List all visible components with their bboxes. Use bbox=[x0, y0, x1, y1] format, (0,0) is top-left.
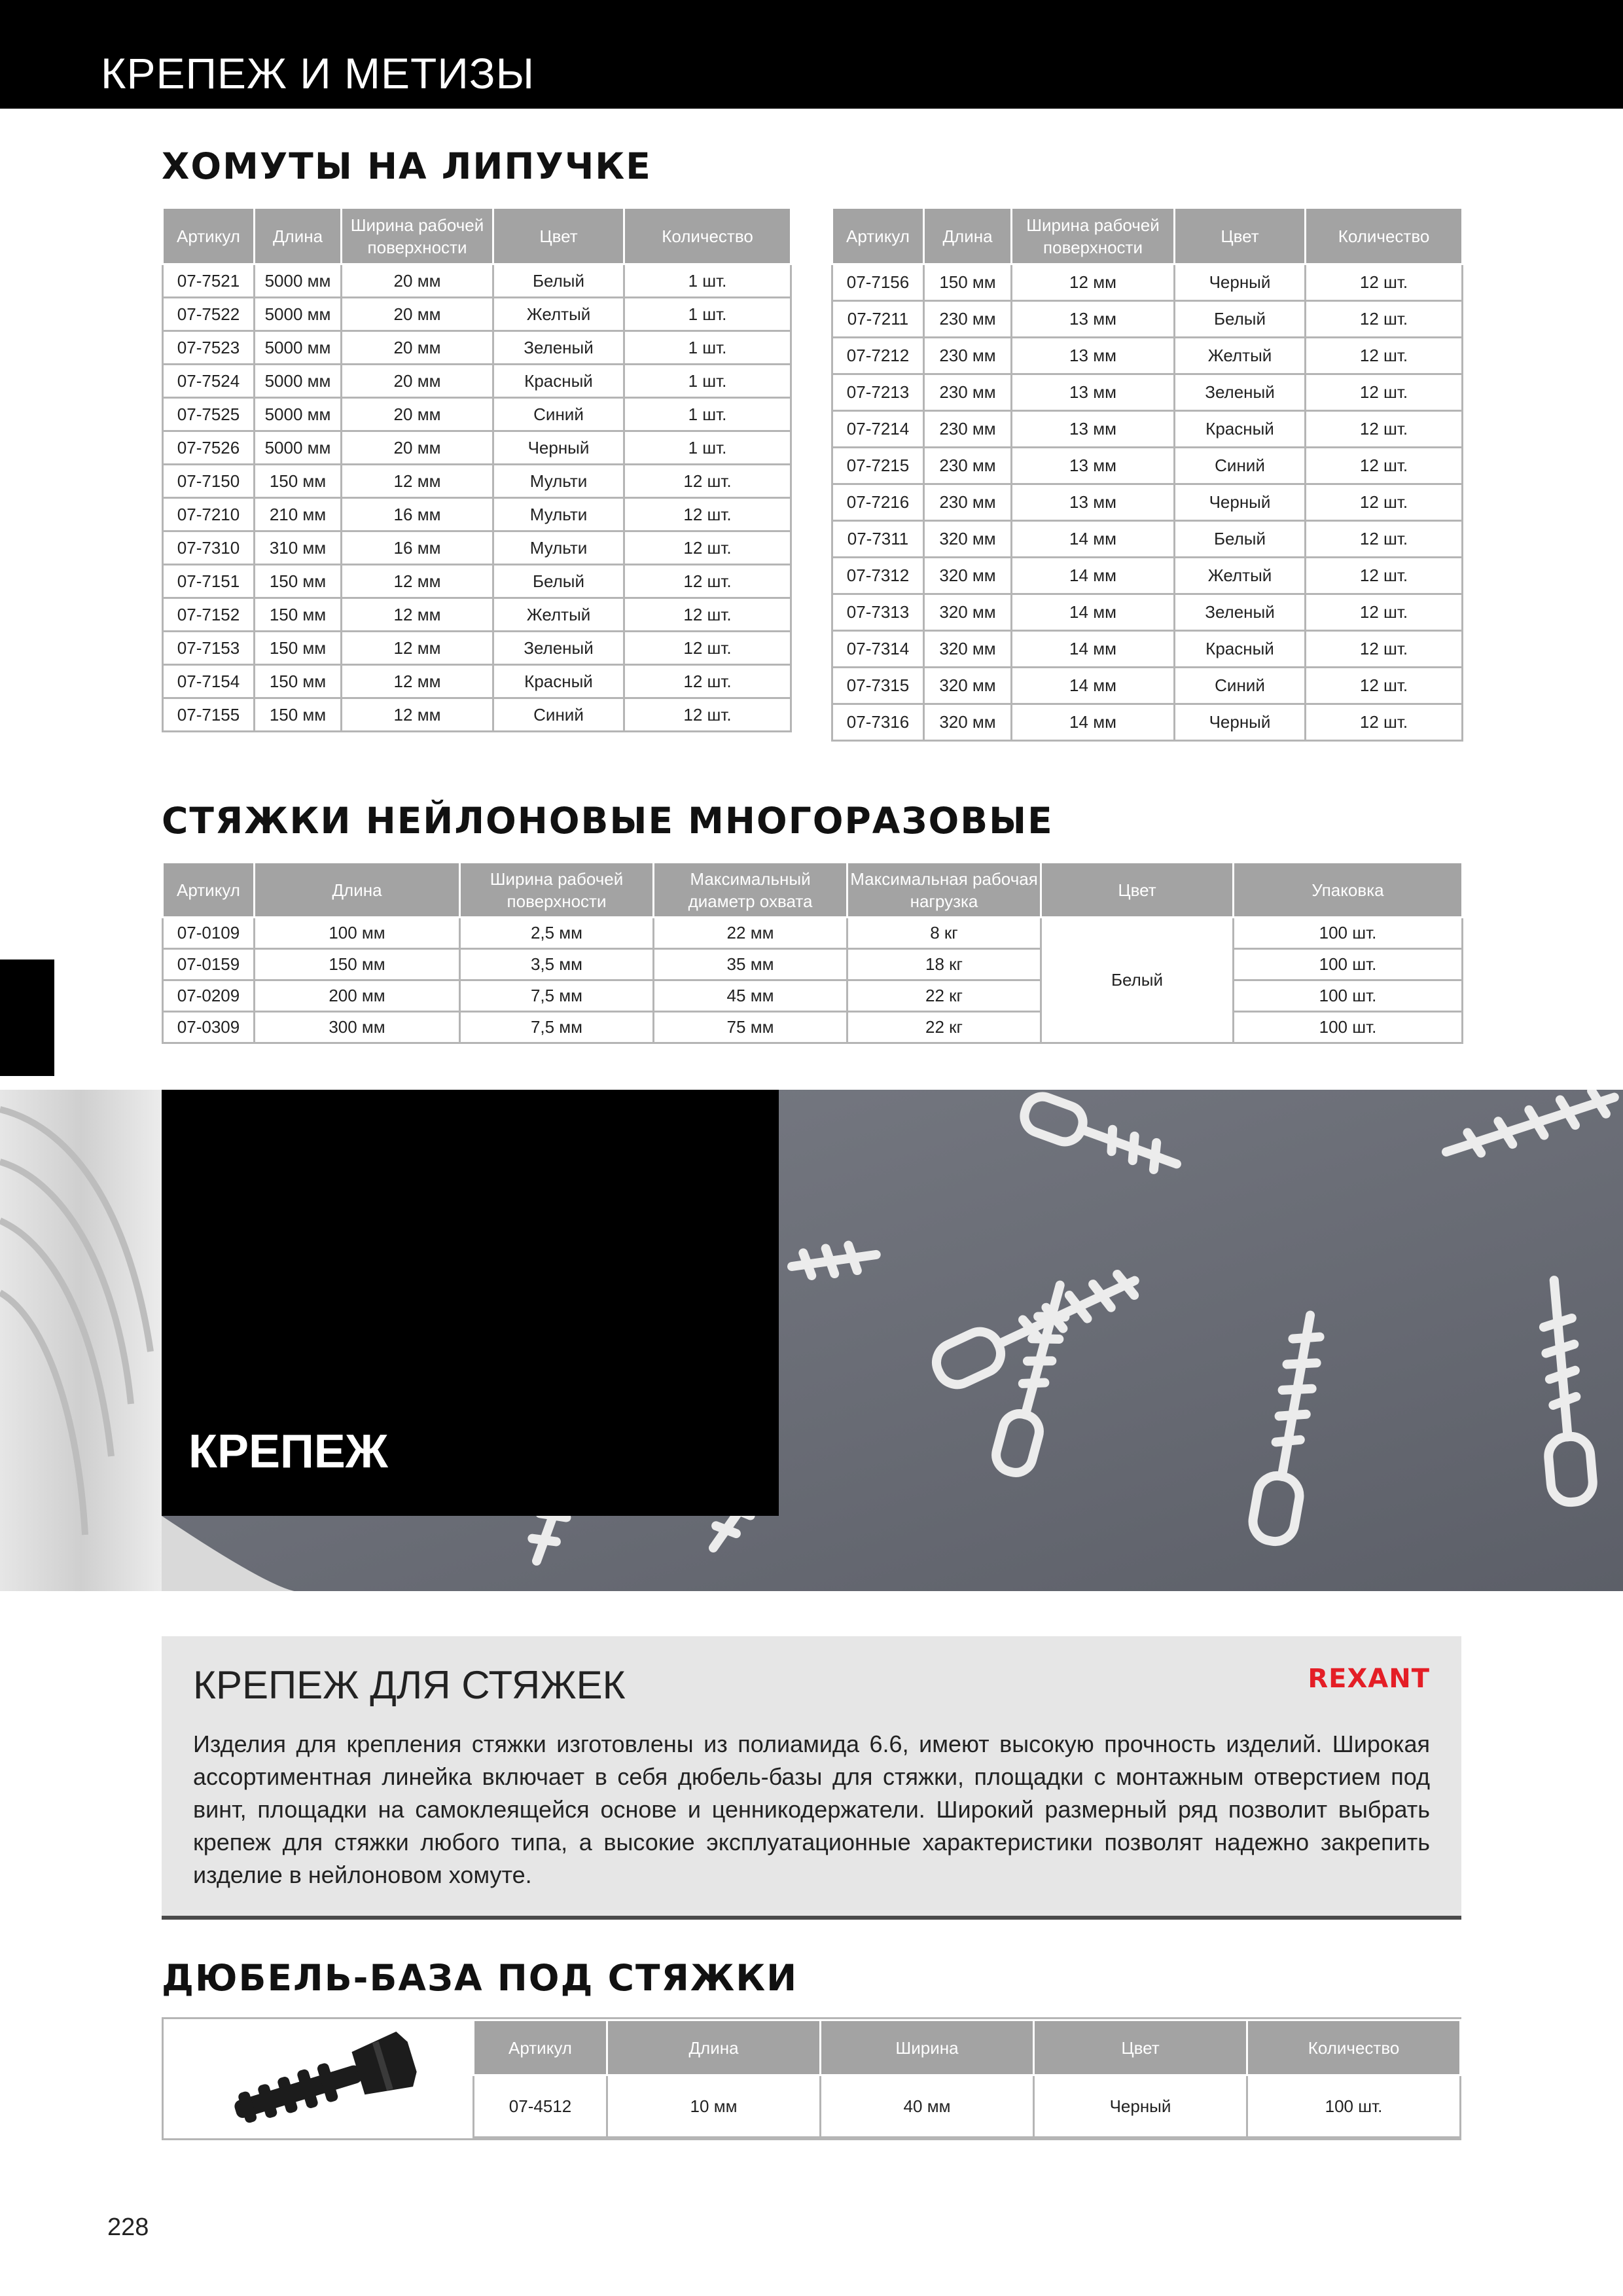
table-row bbox=[163, 398, 791, 431]
info-description: Изделия для крепления стяжки изготовлены из полиамида 6.6, имеют высокую прочность изделий. Широкая ассортиментная линейка включает в себя дюбель-базы для стяжки, площадки с монтажным отверстием под винт, площадки на самоклеящейся основе и ценникодержатели. Широкий размерный ряд позволит выбрать крепеж для стяжки любого типа, а высокие эксплуатационные характеристики позволят надежно закрепить изделие в нейлоновом хомуте. bbox=[193, 1731, 1430, 1888]
cell-color: Желтый bbox=[493, 598, 624, 632]
table-row bbox=[832, 668, 1463, 704]
cell-width: 12 мм bbox=[342, 632, 493, 665]
cell-length: 230 мм bbox=[924, 338, 1012, 374]
cell-color: Желтый bbox=[1175, 558, 1306, 594]
cell-quantity: 12 шт. bbox=[1306, 594, 1463, 631]
cell-article: 07-7152 bbox=[163, 598, 255, 632]
cell-color: Красный bbox=[1175, 631, 1306, 668]
cell-length: 150 мм bbox=[255, 698, 342, 732]
cell-article: 07-0209 bbox=[163, 980, 255, 1012]
cell-article: 07-7150 bbox=[163, 465, 255, 498]
cell-width: 12 мм bbox=[342, 665, 493, 698]
cell-article: 07-7156 bbox=[832, 264, 924, 301]
cell-article: 07-7154 bbox=[163, 665, 255, 698]
cell-color: Зеленый bbox=[493, 331, 624, 365]
cell-length: 320 мм bbox=[924, 668, 1012, 704]
cell-quantity: 1 шт. bbox=[624, 331, 791, 365]
cell-quantity: 12 шт. bbox=[624, 465, 791, 498]
brand-logo: REXANT bbox=[1308, 1664, 1430, 1694]
table-row bbox=[163, 980, 1463, 1012]
section-title-dowel-base: ДЮБЕЛЬ-БАЗА ПОД СТЯЖКИ bbox=[162, 1957, 798, 1999]
cell-color: Синий bbox=[493, 398, 624, 431]
cell-article: 07-7153 bbox=[163, 632, 255, 665]
cell-width: 12 мм bbox=[342, 565, 493, 598]
table-row bbox=[832, 338, 1463, 374]
col-header-max-load: Максимальная рабочая нагрузка bbox=[847, 863, 1041, 918]
table-row bbox=[832, 484, 1463, 521]
cell-article: 07-7210 bbox=[163, 498, 255, 531]
table-row bbox=[163, 632, 791, 665]
velcro-table-right bbox=[831, 207, 1463, 742]
cell-length: 230 мм bbox=[924, 484, 1012, 521]
cell-length: 5000 мм bbox=[255, 365, 342, 398]
cell-color: Мульти bbox=[493, 531, 624, 565]
cell-width: 20 мм bbox=[342, 365, 493, 398]
cell-package: 100 шт. bbox=[1234, 949, 1463, 980]
table-row bbox=[163, 498, 791, 531]
cell-article: 07-7151 bbox=[163, 565, 255, 598]
cell-quantity: 1 шт. bbox=[624, 264, 791, 298]
col-header-width: Ширина bbox=[821, 2020, 1034, 2075]
dowel-base-image bbox=[164, 2019, 473, 2138]
cell-quantity: 1 шт. bbox=[624, 398, 791, 431]
cell-width: 13 мм bbox=[1012, 411, 1175, 448]
cell-length: 320 мм bbox=[924, 558, 1012, 594]
cell-length: 320 мм bbox=[924, 704, 1012, 741]
cell-quantity: 100 шт. bbox=[1247, 2075, 1461, 2138]
table-row bbox=[832, 264, 1463, 301]
cell-color: Красный bbox=[1175, 411, 1306, 448]
col-header-length: Длина bbox=[607, 2020, 821, 2075]
cell-article: 07-7526 bbox=[163, 431, 255, 465]
col-header-quantity: Количество bbox=[1247, 2020, 1461, 2075]
table-row bbox=[163, 665, 791, 698]
cell-length: 320 мм bbox=[924, 631, 1012, 668]
table-row bbox=[163, 431, 791, 465]
cell-article: 07-0159 bbox=[163, 949, 255, 980]
cell-quantity: 12 шт. bbox=[1306, 338, 1463, 374]
cell-article: 07-7312 bbox=[832, 558, 924, 594]
col-header-color: Цвет bbox=[493, 208, 624, 264]
cell-length: 150 мм bbox=[255, 565, 342, 598]
cell-width: 14 мм bbox=[1012, 558, 1175, 594]
cell-length: 320 мм bbox=[924, 521, 1012, 558]
table-row bbox=[163, 598, 791, 632]
cell-max-load: 18 кг bbox=[847, 949, 1041, 980]
cell-length: 5000 мм bbox=[255, 298, 342, 331]
col-header-max-diameter: Максимальный диаметр охвата bbox=[654, 863, 847, 918]
velcro-table-left bbox=[162, 207, 792, 732]
cell-article: 07-7314 bbox=[832, 631, 924, 668]
col-header-article: Артикул bbox=[163, 863, 255, 918]
cell-width: 12 мм bbox=[1012, 264, 1175, 301]
cell-max-diameter: 45 мм bbox=[654, 980, 847, 1012]
cell-color: Белый bbox=[1041, 918, 1234, 1043]
cell-max-load: 8 кг bbox=[847, 918, 1041, 949]
cell-length: 230 мм bbox=[924, 374, 1012, 411]
nylon-ties-table bbox=[162, 861, 1463, 1044]
cell-quantity: 12 шт. bbox=[1306, 704, 1463, 741]
cell-color: Синий bbox=[1175, 448, 1306, 484]
table-row bbox=[163, 465, 791, 498]
cell-package: 100 шт. bbox=[1234, 918, 1463, 949]
dowel-base-table bbox=[473, 2019, 1461, 2138]
chapter-tab-marker bbox=[0, 960, 54, 1076]
cell-width: 3,5 мм bbox=[460, 949, 654, 980]
col-header-length: Длина bbox=[924, 208, 1012, 264]
info-title: КРЕПЕЖ ДЛЯ СТЯЖЕК bbox=[193, 1663, 626, 1707]
cell-width: 14 мм bbox=[1012, 704, 1175, 741]
cell-width: 7,5 мм bbox=[460, 1012, 654, 1043]
cell-color: Черный bbox=[493, 431, 624, 465]
cell-length: 310 мм bbox=[255, 531, 342, 565]
table-row bbox=[163, 331, 791, 365]
cell-article: 07-7525 bbox=[163, 398, 255, 431]
cell-color: Зеленый bbox=[1175, 374, 1306, 411]
cell-article: 07-7311 bbox=[832, 521, 924, 558]
table-row bbox=[832, 704, 1463, 741]
cell-length: 5000 мм bbox=[255, 398, 342, 431]
table-row bbox=[163, 365, 791, 398]
cell-color: Мульти bbox=[493, 465, 624, 498]
cell-article: 07-0109 bbox=[163, 918, 255, 949]
cell-width: 14 мм bbox=[1012, 594, 1175, 631]
cell-quantity: 12 шт. bbox=[624, 632, 791, 665]
cell-article: 07-7524 bbox=[163, 365, 255, 398]
col-header-length: Длина bbox=[255, 208, 342, 264]
cell-max-load: 22 кг bbox=[847, 1012, 1041, 1043]
cell-quantity: 12 шт. bbox=[624, 698, 791, 732]
col-header-quantity: Количество bbox=[1306, 208, 1463, 264]
cell-length: 150 мм bbox=[255, 598, 342, 632]
cell-length: 150 мм bbox=[255, 465, 342, 498]
cell-article: 07-7521 bbox=[163, 264, 255, 298]
table-row bbox=[832, 594, 1463, 631]
col-header-article: Артикул bbox=[474, 2020, 607, 2075]
cell-length: 10 мм bbox=[607, 2075, 821, 2138]
cell-length: 230 мм bbox=[924, 301, 1012, 338]
cell-quantity: 12 шт. bbox=[624, 531, 791, 565]
table-row bbox=[832, 448, 1463, 484]
cell-quantity: 1 шт. bbox=[624, 365, 791, 398]
cell-color: Зеленый bbox=[1175, 594, 1306, 631]
cell-quantity: 12 шт. bbox=[624, 565, 791, 598]
cell-width: 14 мм bbox=[1012, 521, 1175, 558]
cell-color: Зеленый bbox=[493, 632, 624, 665]
col-header-width: Ширина рабочей поверхности bbox=[460, 863, 654, 918]
cell-color: Желтый bbox=[1175, 338, 1306, 374]
cell-width: 7,5 мм bbox=[460, 980, 654, 1012]
cell-quantity: 12 шт. bbox=[1306, 484, 1463, 521]
cell-color: Белый bbox=[1175, 521, 1306, 558]
cell-quantity: 1 шт. bbox=[624, 431, 791, 465]
cell-article: 07-7211 bbox=[832, 301, 924, 338]
cell-article: 07-7215 bbox=[832, 448, 924, 484]
header-bar bbox=[0, 0, 1623, 109]
cell-color: Черный bbox=[1175, 264, 1306, 301]
cell-article: 07-7155 bbox=[163, 698, 255, 732]
cell-width: 13 мм bbox=[1012, 484, 1175, 521]
info-box bbox=[162, 1636, 1461, 1920]
cell-quantity: 12 шт. bbox=[624, 498, 791, 531]
cell-width: 14 мм bbox=[1012, 631, 1175, 668]
cell-color: Белый bbox=[493, 565, 624, 598]
table-row bbox=[832, 631, 1463, 668]
cell-color: Черный bbox=[1175, 484, 1306, 521]
cell-quantity: 12 шт. bbox=[1306, 668, 1463, 704]
col-header-length: Длина bbox=[255, 863, 460, 918]
col-header-color: Цвет bbox=[1034, 2020, 1247, 2075]
cell-article: 07-7313 bbox=[832, 594, 924, 631]
cell-package: 100 шт. bbox=[1234, 1012, 1463, 1043]
cell-width: 13 мм bbox=[1012, 374, 1175, 411]
cell-width: 20 мм bbox=[342, 398, 493, 431]
cell-length: 150 мм bbox=[255, 632, 342, 665]
cell-color: Красный bbox=[493, 365, 624, 398]
cell-article: 07-4512 bbox=[474, 2075, 607, 2138]
col-header-quantity: Количество bbox=[624, 208, 791, 264]
cell-color: Белый bbox=[1175, 301, 1306, 338]
cell-color: Черный bbox=[1034, 2075, 1247, 2138]
cell-quantity: 12 шт. bbox=[1306, 301, 1463, 338]
table-row bbox=[163, 1012, 1463, 1043]
cell-color: Синий bbox=[1175, 668, 1306, 704]
cell-article: 07-7214 bbox=[832, 411, 924, 448]
cell-width: 12 мм bbox=[342, 465, 493, 498]
cell-quantity: 12 шт. bbox=[1306, 264, 1463, 301]
cell-length: 150 мм bbox=[255, 665, 342, 698]
cell-quantity: 12 шт. bbox=[1306, 411, 1463, 448]
table-row bbox=[163, 565, 791, 598]
cell-color: Желтый bbox=[493, 298, 624, 331]
table-row bbox=[163, 264, 791, 298]
cell-width: 2,5 мм bbox=[460, 918, 654, 949]
col-header-color: Цвет bbox=[1175, 208, 1306, 264]
cell-max-diameter: 75 мм bbox=[654, 1012, 847, 1043]
cell-color: Черный bbox=[1175, 704, 1306, 741]
table-row bbox=[163, 918, 1463, 949]
cell-package: 100 шт. bbox=[1234, 980, 1463, 1012]
cell-article: 07-7216 bbox=[832, 484, 924, 521]
table-row bbox=[832, 301, 1463, 338]
cell-quantity: 12 шт. bbox=[1306, 374, 1463, 411]
cell-max-load: 22 кг bbox=[847, 980, 1041, 1012]
cell-color: Белый bbox=[493, 264, 624, 298]
cell-width: 16 мм bbox=[342, 531, 493, 565]
table-row bbox=[832, 374, 1463, 411]
table-row bbox=[832, 558, 1463, 594]
cell-article: 07-7212 bbox=[832, 338, 924, 374]
cell-article: 07-7310 bbox=[163, 531, 255, 565]
cell-article: 07-7316 bbox=[832, 704, 924, 741]
cell-length: 300 мм bbox=[255, 1012, 460, 1043]
cell-length: 5000 мм bbox=[255, 431, 342, 465]
cell-width: 20 мм bbox=[342, 431, 493, 465]
cell-quantity: 1 шт. bbox=[624, 298, 791, 331]
cell-article: 07-7213 bbox=[832, 374, 924, 411]
table-row bbox=[163, 698, 791, 732]
cell-length: 5000 мм bbox=[255, 331, 342, 365]
cell-max-diameter: 22 мм bbox=[654, 918, 847, 949]
cell-article: 07-7315 bbox=[832, 668, 924, 704]
dowel-base-block bbox=[162, 2017, 1461, 2140]
table-row bbox=[832, 521, 1463, 558]
cell-color: Мульти bbox=[493, 498, 624, 531]
table-row bbox=[163, 298, 791, 331]
cell-quantity: 12 шт. bbox=[1306, 631, 1463, 668]
cell-article: 07-7523 bbox=[163, 331, 255, 365]
cell-length: 100 мм bbox=[255, 918, 460, 949]
page-header-title: КРЕПЕЖ И МЕТИЗЫ bbox=[101, 49, 535, 98]
col-header-width: Ширина рабочей поверхности bbox=[1012, 208, 1175, 264]
table-row bbox=[163, 531, 791, 565]
cell-quantity: 12 шт. bbox=[624, 598, 791, 632]
cell-length: 150 мм bbox=[255, 949, 460, 980]
cell-width: 20 мм bbox=[342, 298, 493, 331]
cell-length: 200 мм bbox=[255, 980, 460, 1012]
banner-label: КРЕПЕЖ bbox=[188, 1426, 388, 1478]
cell-width: 12 мм bbox=[342, 698, 493, 732]
cell-article: 07-7522 bbox=[163, 298, 255, 331]
cell-color: Красный bbox=[493, 665, 624, 698]
col-header-article: Артикул bbox=[163, 208, 255, 264]
cell-width: 13 мм bbox=[1012, 301, 1175, 338]
section-title-velcro-ties: ХОМУТЫ НА ЛИПУЧКЕ bbox=[162, 145, 652, 187]
cell-article: 07-0309 bbox=[163, 1012, 255, 1043]
page-number: 228 bbox=[107, 2214, 149, 2241]
category-banner bbox=[0, 1090, 1623, 1591]
table-row bbox=[832, 411, 1463, 448]
cell-length: 150 мм bbox=[924, 264, 1012, 301]
cell-quantity: 12 шт. bbox=[1306, 521, 1463, 558]
cell-quantity: 12 шт. bbox=[1306, 558, 1463, 594]
col-header-width: Ширина рабочей поверхности bbox=[342, 208, 493, 264]
section-title-nylon-ties: СТЯЖКИ НЕЙЛОНОВЫЕ МНОГОРАЗОВЫЕ bbox=[162, 800, 1054, 842]
cell-width: 13 мм bbox=[1012, 448, 1175, 484]
cell-width: 20 мм bbox=[342, 264, 493, 298]
cell-quantity: 12 шт. bbox=[624, 665, 791, 698]
cell-width: 16 мм bbox=[342, 498, 493, 531]
cell-length: 5000 мм bbox=[255, 264, 342, 298]
cell-width: 20 мм bbox=[342, 331, 493, 365]
cell-length: 230 мм bbox=[924, 411, 1012, 448]
cell-quantity: 12 шт. bbox=[1306, 448, 1463, 484]
cell-width: 12 мм bbox=[342, 598, 493, 632]
table-row bbox=[163, 949, 1463, 980]
cell-length: 210 мм bbox=[255, 498, 342, 531]
cell-width: 14 мм bbox=[1012, 668, 1175, 704]
col-header-package: Упаковка bbox=[1234, 863, 1463, 918]
col-header-color: Цвет bbox=[1041, 863, 1234, 918]
cell-length: 320 мм bbox=[924, 594, 1012, 631]
cell-width: 40 мм bbox=[821, 2075, 1034, 2138]
col-header-article: Артикул bbox=[832, 208, 924, 264]
cell-length: 230 мм bbox=[924, 448, 1012, 484]
cell-width: 13 мм bbox=[1012, 338, 1175, 374]
cell-color: Синий bbox=[493, 698, 624, 732]
cell-max-diameter: 35 мм bbox=[654, 949, 847, 980]
